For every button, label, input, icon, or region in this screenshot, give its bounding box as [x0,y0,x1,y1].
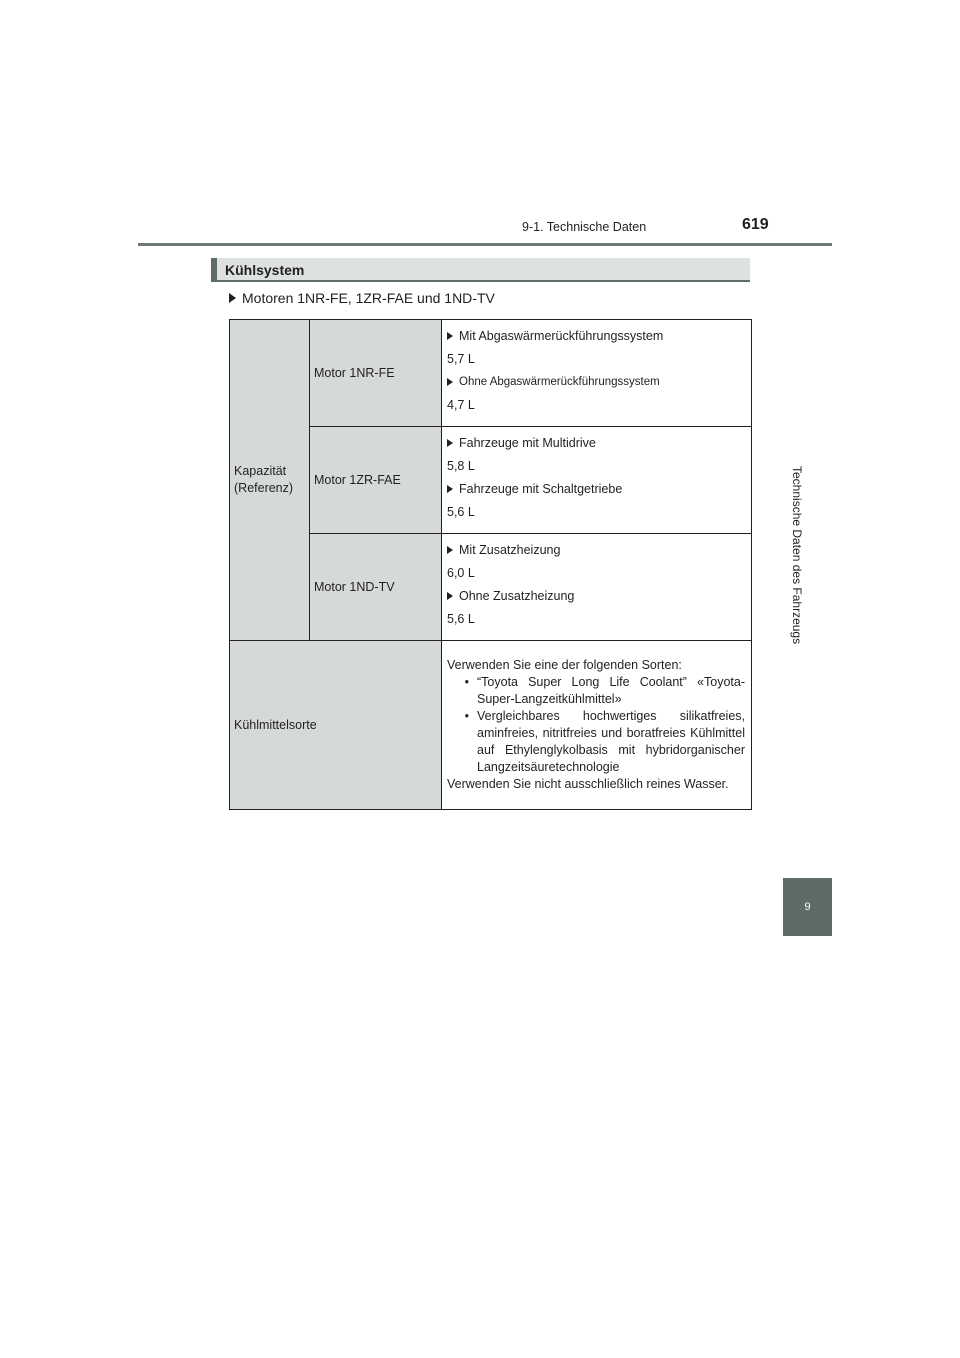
capacity-value-cell [442,320,752,427]
coolant-type-value-cell [442,641,752,810]
list-item: • “Toyota Super Long Life Coolant” «Toyota-Super-Langzeitkühlmittel» [447,674,745,708]
engine-subheading [229,290,495,306]
subheading-text: Motoren 1NR-FE, 1ZR-FAE und 1ND-TV [242,290,495,306]
triangle-bullet-icon [447,592,453,600]
capacity-value-cell [442,427,752,534]
chapter-tab-number: 9 [804,901,811,913]
bullet-dot-icon: • [464,675,469,689]
chapter-tab [783,878,832,936]
section-title: Kühlsystem [225,262,305,278]
option-label: Fahrzeuge mit Multidrive [447,435,745,451]
option-label: Mit Zusatzheizung [447,542,745,558]
option-amount: 5,6 L [447,505,475,519]
option-label: Mit Abgaswärmerückführungssystem [447,328,745,344]
option-amount: 4,7 L [447,398,475,412]
header-divider [138,243,832,246]
page-number: 619 [742,216,769,233]
bullet-dot-icon: • [464,709,469,723]
list-item: • Vergleichbares hochwertiges silikatfreies, aminfreies, nitritfreies und boratfreies Kühlmittel auf Ethylenglykolbasis mit hybridorganischer Langzeitsäuretechnologie [447,708,745,776]
table-row [230,641,752,810]
running-header-section: 9-1. Technische Daten [522,220,647,234]
coolant-note: Verwenden Sie nicht ausschließlich reines Wasser. [447,777,729,791]
coolant-intro: Verwenden Sie eine der folgenden Sorten: [447,658,682,672]
triangle-bullet-icon [447,546,453,554]
triangle-bullet-icon [447,439,453,447]
capacity-label-cell: Kapazität (Referenz) [230,320,310,641]
option-amount: 5,7 L [447,352,475,366]
engine-name-cell: Motor 1ND-TV [310,534,442,641]
coolant-spec-table [229,319,752,810]
capacity-value-cell [442,534,752,641]
option-label: Ohne Abgaswärmerückführungssystem [447,374,745,390]
triangle-bullet-icon [447,378,453,386]
coolant-type-label-cell: Kühlmittelsorte [230,641,442,810]
option-label: Fahrzeuge mit Schaltgetriebe [447,481,745,497]
option-label: Ohne Zusatzheizung [447,588,745,604]
engine-name-cell: Motor 1ZR-FAE [310,427,442,534]
section-accent [211,258,217,280]
triangle-bullet-icon [229,293,236,303]
triangle-bullet-icon [447,332,453,340]
table-row [230,320,752,427]
option-amount: 5,6 L [447,612,475,626]
triangle-bullet-icon [447,485,453,493]
option-amount: 6,0 L [447,566,475,580]
chapter-side-label: Technische Daten des Fahrzeugs [790,465,804,645]
section-title-bar [211,258,750,282]
option-amount: 5,8 L [447,459,475,473]
engine-name-cell: Motor 1NR-FE [310,320,442,427]
